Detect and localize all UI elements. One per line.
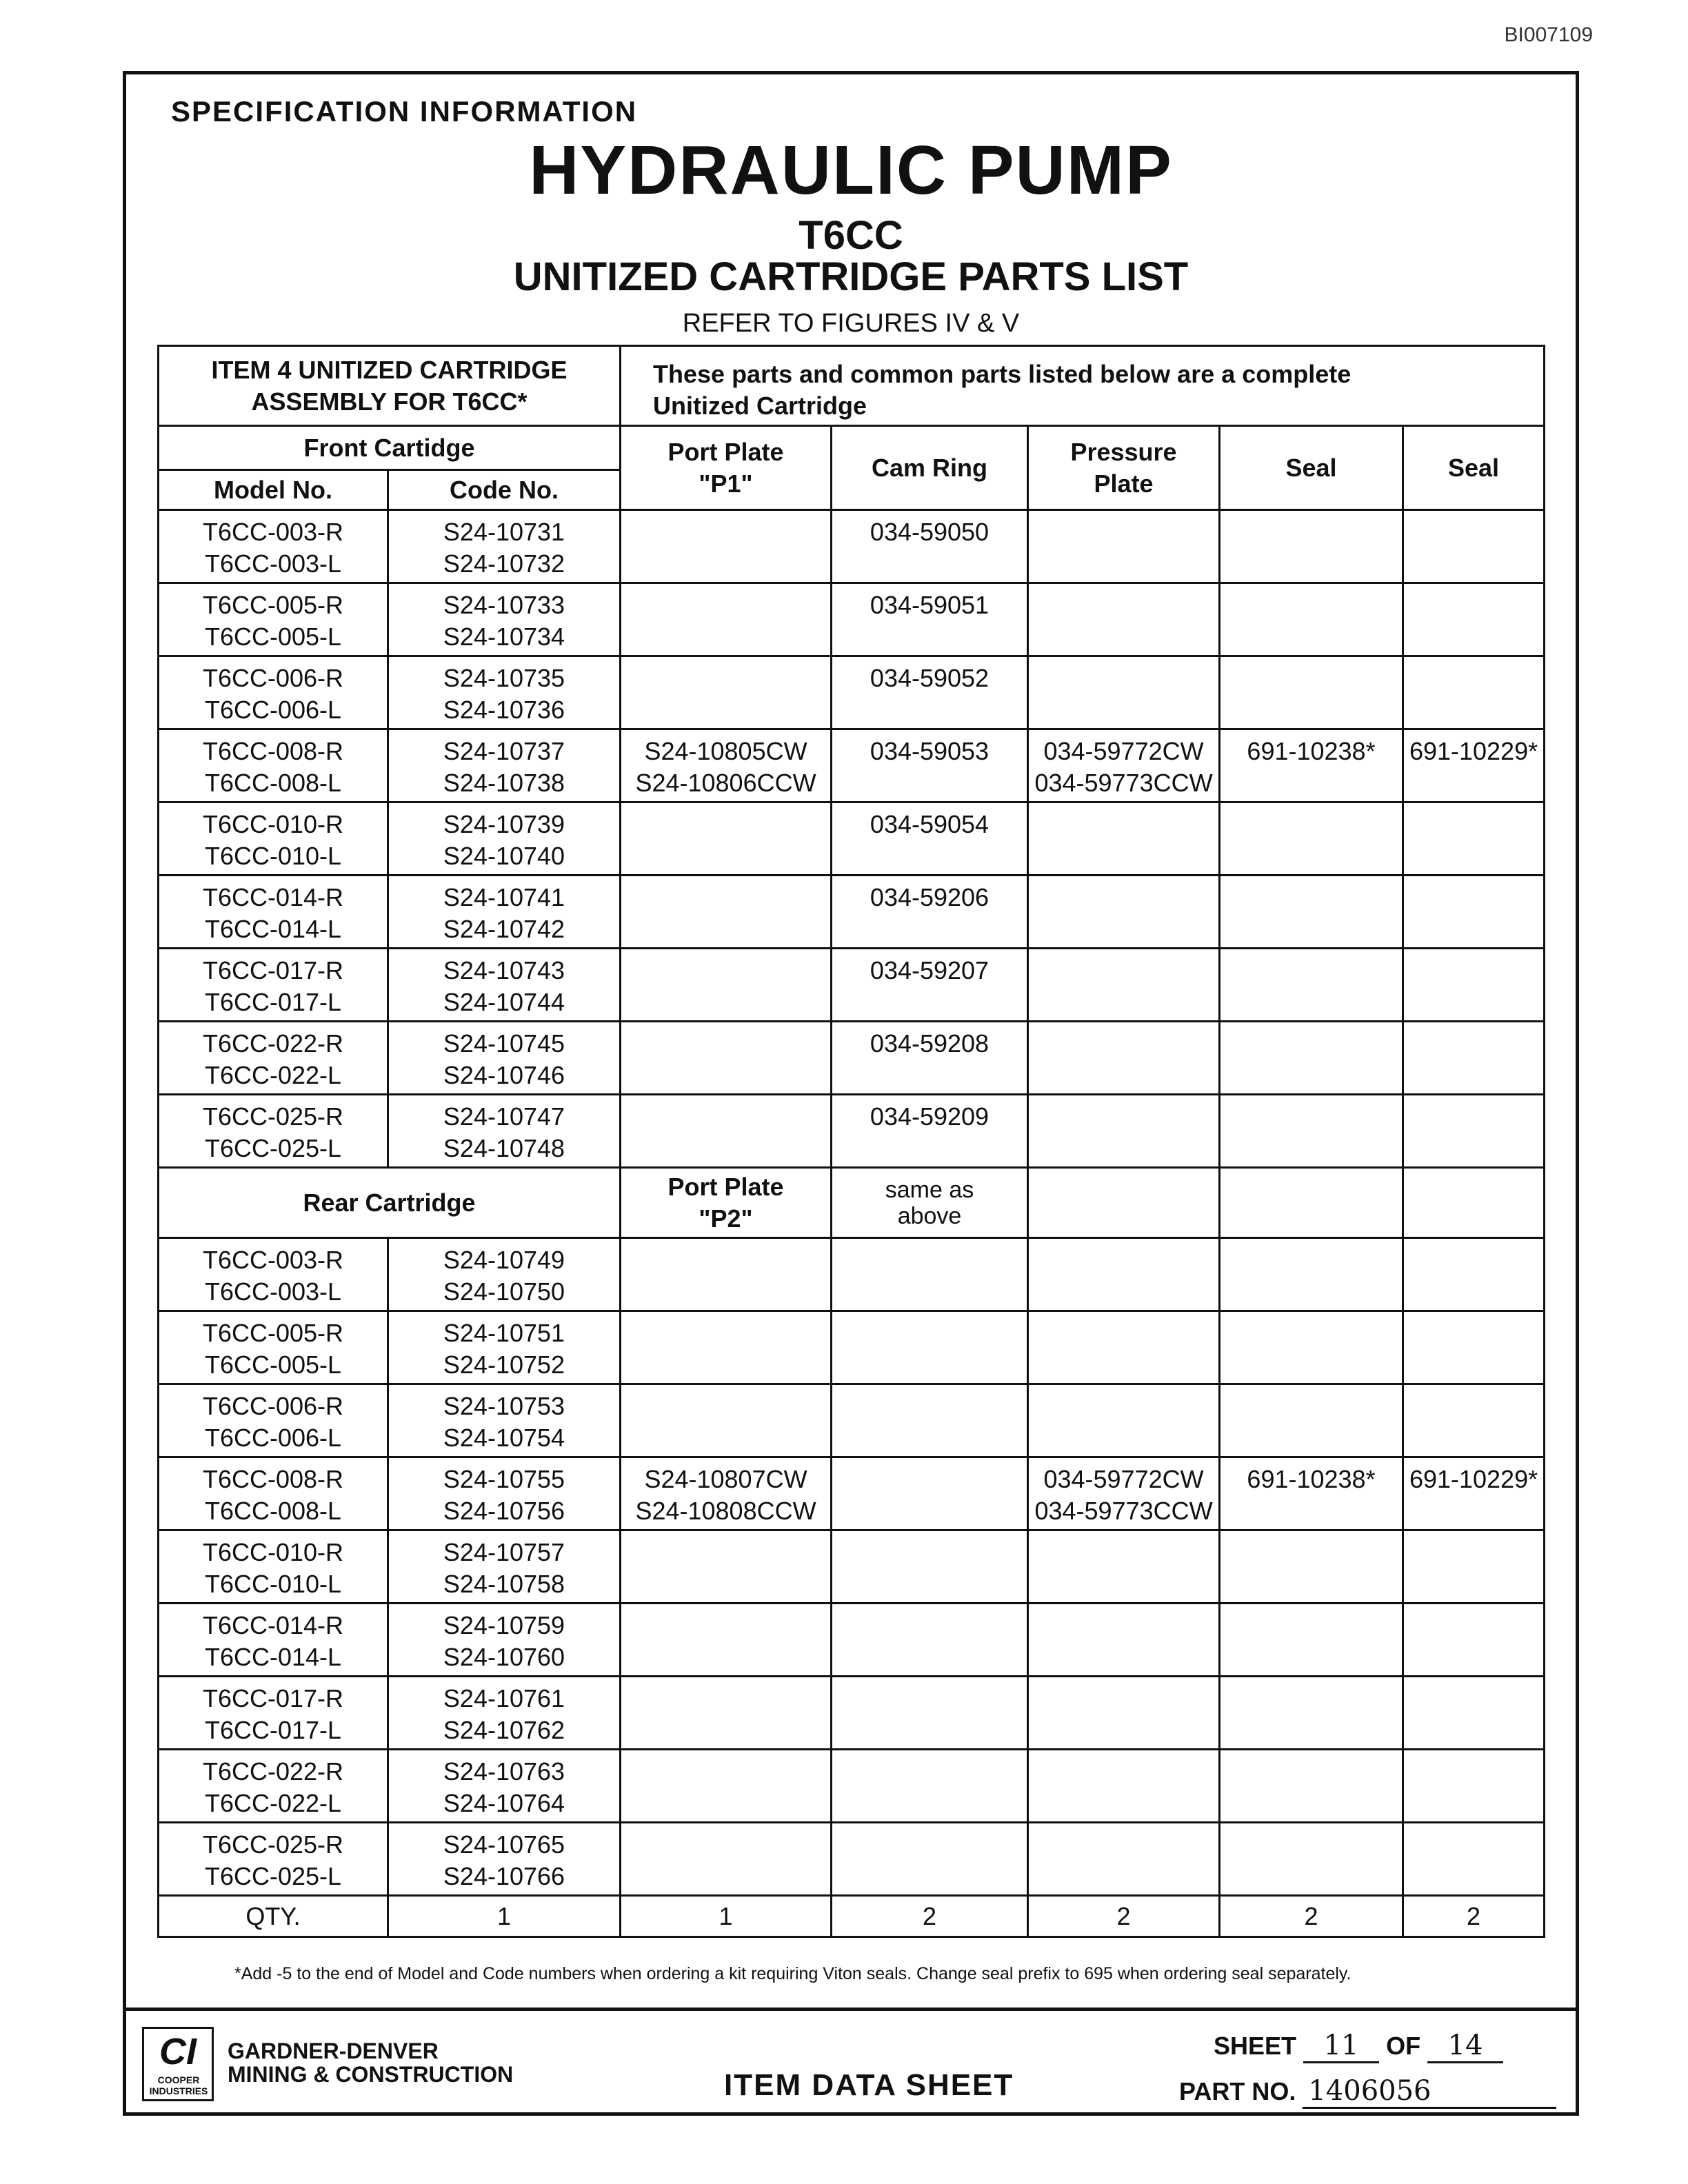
seal-cell-2	[1403, 656, 1545, 729]
model-no-cell-line2: T6CC-006-L	[204, 1424, 342, 1452]
table-row	[159, 729, 1545, 802]
seal-cell-1	[1220, 1604, 1403, 1677]
seal-cell-1: 691-10238*	[1220, 729, 1403, 802]
seal-header-2: Seal	[1403, 426, 1545, 510]
code-no-cell-line2: S24-10736	[443, 696, 565, 724]
model-no-cell-line1: T6CC-008-R	[202, 1465, 344, 1493]
model-no-cell	[159, 1384, 388, 1457]
qty-value: 2	[1028, 1896, 1220, 1937]
cam-ring-cell: 034-59052	[832, 656, 1028, 729]
code-no-cell	[388, 1457, 621, 1530]
pressure-plate-cell	[1028, 949, 1220, 1022]
port-plate-cell	[621, 802, 832, 876]
code-no-cell	[388, 1384, 621, 1457]
model-no-cell-line1: T6CC-017-R	[202, 956, 344, 984]
same-as-line2: above	[897, 1202, 962, 1229]
model-no-cell	[159, 1022, 388, 1095]
cam-ring-cell: 034-59053	[832, 729, 1028, 802]
qty-value: 2	[832, 1896, 1028, 1937]
model-no-cell-line1: T6CC-025-R	[202, 1102, 344, 1131]
rear-port-plate-line1: Port Plate	[667, 1172, 784, 1201]
seal-cell-2	[1403, 1604, 1545, 1677]
model-no-cell-line2: T6CC-008-L	[204, 1497, 342, 1525]
table-row	[159, 1604, 1545, 1677]
code-no-cell-line2: S24-10754	[443, 1424, 565, 1452]
code-no-cell	[388, 802, 621, 876]
item-header-cell	[159, 346, 621, 426]
model-no-cell-line1: T6CC-003-R	[202, 1246, 344, 1274]
qty-value: 2	[1403, 1896, 1545, 1937]
seal-cell-1	[1220, 1095, 1403, 1168]
qty-value: 1	[621, 1896, 832, 1937]
pressure-plate-cell-line2: 034-59773CCW	[1034, 769, 1213, 797]
pressure-plate-cell	[1028, 1095, 1220, 1168]
seal-cell-1	[1220, 1750, 1403, 1823]
model-no-cell-line1: T6CC-010-R	[202, 1538, 344, 1566]
seal-cell-1	[1220, 1530, 1403, 1604]
code-no-cell-line2: S24-10746	[443, 1061, 565, 1089]
item-data-sheet-label: ITEM DATA SHEET	[724, 2068, 1014, 2102]
seal-cell-2	[1403, 1750, 1545, 1823]
model-no-cell-line2: T6CC-025-L	[204, 1862, 342, 1890]
seal-cell-1	[1220, 656, 1403, 729]
code-no-cell-line2: S24-10740	[443, 842, 565, 870]
of-label: OF	[1386, 2032, 1421, 2060]
cam-ring-cell	[832, 1823, 1028, 1896]
model-no-cell-line2: T6CC-003-L	[204, 1277, 342, 1306]
rear-port-plate-header	[621, 1168, 832, 1238]
code-no-cell-line1: S24-10735	[443, 664, 565, 692]
footer-divider	[123, 2008, 1579, 2011]
front-cartridge-label: Front Cartidge	[159, 426, 621, 470]
port-plate-cell	[621, 1457, 832, 1530]
item-header-line1: ITEM 4 UNITIZED CARTRIDGE	[211, 355, 567, 384]
pressure-plate-cell	[1028, 729, 1220, 802]
model-no-cell	[159, 1311, 388, 1384]
model-no-cell-line1: T6CC-025-R	[202, 1830, 344, 1859]
code-no-header: Code No.	[388, 470, 621, 510]
code-no-cell	[388, 1604, 621, 1677]
code-no-cell	[388, 876, 621, 949]
code-no-cell	[388, 1311, 621, 1384]
seal-cell-1	[1220, 1823, 1403, 1896]
model-no-cell-line1: T6CC-010-R	[202, 810, 344, 838]
port-plate-cell	[621, 1311, 832, 1384]
model-no-cell-line2: T6CC-010-L	[204, 1570, 342, 1598]
code-no-cell	[388, 949, 621, 1022]
code-no-cell-line2: S24-10734	[443, 623, 565, 651]
model-no-cell-line2: T6CC-005-L	[204, 623, 342, 651]
spec-label: SPECIFICATION INFORMATION	[171, 95, 638, 128]
table-row	[159, 1311, 1545, 1384]
code-no-cell-line2: S24-10742	[443, 915, 565, 943]
code-no-cell-line1: S24-10759	[443, 1611, 565, 1639]
part-number: 1406056	[1303, 2075, 1556, 2109]
pressure-plate-cell	[1028, 510, 1220, 583]
seal-cell-1	[1220, 949, 1403, 1022]
table-row	[159, 1095, 1545, 1168]
code-no-cell	[388, 1022, 621, 1095]
qty-value: 2	[1220, 1896, 1403, 1937]
code-no-cell-line2: S24-10752	[443, 1351, 565, 1379]
cam-ring-cell: 034-59207	[832, 949, 1028, 1022]
seal-cell-2	[1403, 1238, 1545, 1311]
port-plate-cell	[621, 583, 832, 656]
logo-text: COOPER INDUSTRIES	[149, 2074, 208, 2096]
seal-cell-2: 691-10229*	[1403, 729, 1545, 802]
model-no-cell-line1: T6CC-014-R	[202, 883, 344, 911]
model-no-cell-line1: T6CC-008-R	[202, 737, 344, 765]
cam-ring-cell: 034-59051	[832, 583, 1028, 656]
part-number-line	[1179, 2075, 1556, 2109]
code-no-cell-line2: S24-10738	[443, 769, 565, 797]
port-plate-cell	[621, 1022, 832, 1095]
model-no-cell	[159, 802, 388, 876]
pressure-plate-cell-line1: 034-59772CW	[1043, 1465, 1204, 1493]
seal-cell-1	[1220, 583, 1403, 656]
footnote: *Add -5 to the end of Model and Code numbers when ordering a kit requiring Viton seals. Change seal prefix to 695 when ordering seal separately.	[234, 1964, 1352, 1983]
model-no-cell	[159, 1823, 388, 1896]
model-no-cell	[159, 876, 388, 949]
pressure-plate-header-line1: Pressure	[1070, 437, 1177, 466]
seal-cell-2	[1403, 1823, 1545, 1896]
seal-cell-1	[1220, 1022, 1403, 1095]
model-no-cell	[159, 656, 388, 729]
model-no-cell-line1: T6CC-017-R	[202, 1684, 344, 1712]
model-no-cell-line2: T6CC-014-L	[204, 1643, 342, 1671]
model-no-header: Model No.	[159, 470, 388, 510]
cam-ring-cell	[832, 1238, 1028, 1311]
code-no-cell-line1: S24-10763	[443, 1757, 565, 1786]
code-no-cell-line2: S24-10744	[443, 988, 565, 1016]
port-plate-header-line2: "P1"	[699, 469, 753, 498]
port-plate-cell-line2: S24-10806CCW	[635, 769, 816, 797]
cam-ring-header: Cam Ring	[832, 426, 1028, 510]
seal-header-1: Seal	[1220, 426, 1403, 510]
code-no-cell	[388, 1823, 621, 1896]
table-row	[159, 1677, 1545, 1750]
qty-value: 1	[388, 1896, 621, 1937]
seal-cell-2	[1403, 1677, 1545, 1750]
code-no-cell	[388, 1750, 621, 1823]
qty-label: QTY.	[159, 1896, 388, 1937]
code-no-cell-line2: S24-10756	[443, 1497, 565, 1525]
code-no-cell	[388, 583, 621, 656]
port-plate-cell	[621, 1384, 832, 1457]
model-no-cell-line2: T6CC-025-L	[204, 1134, 342, 1162]
model-no-cell-line1: T6CC-003-R	[202, 518, 344, 546]
company-line1: GARDNER-DENVER	[228, 2039, 439, 2063]
cam-ring-cell: 034-59206	[832, 876, 1028, 949]
code-no-cell-line1: S24-10757	[443, 1538, 565, 1566]
model-no-cell-line2: T6CC-022-L	[204, 1061, 342, 1089]
model-no-cell	[159, 583, 388, 656]
model-subtitle: T6CC	[798, 213, 903, 258]
model-no-cell	[159, 1238, 388, 1311]
seal-cell-2	[1403, 1530, 1545, 1604]
code-no-cell	[388, 1095, 621, 1168]
model-no-cell	[159, 949, 388, 1022]
pressure-plate-cell-line1: 034-59772CW	[1043, 737, 1204, 765]
table-row	[159, 656, 1545, 729]
pressure-plate-cell	[1028, 1604, 1220, 1677]
model-no-cell	[159, 1457, 388, 1530]
qty-row	[159, 1896, 1545, 1937]
code-no-cell-line1: S24-10743	[443, 956, 565, 984]
code-no-cell-line1: S24-10747	[443, 1102, 565, 1131]
table-header-row	[159, 346, 1545, 426]
company-line2: MINING & CONSTRUCTION	[228, 2062, 514, 2087]
port-plate-cell	[621, 949, 832, 1022]
seal-cell-2: 691-10229*	[1403, 1457, 1545, 1530]
code-no-cell	[388, 656, 621, 729]
seal-cell-2	[1403, 583, 1545, 656]
code-no-cell-line1: S24-10749	[443, 1246, 565, 1274]
pressure-plate-cell	[1028, 1750, 1220, 1823]
pressure-plate-cell	[1028, 1823, 1220, 1896]
code-no-cell	[388, 1677, 621, 1750]
rear-cartridge-label: Rear Cartridge	[159, 1168, 621, 1238]
cam-ring-cell	[832, 1311, 1028, 1384]
seal-cell-1	[1220, 876, 1403, 949]
company-name	[228, 2039, 513, 2086]
seal-cell-2	[1403, 510, 1545, 583]
cam-ring-cell: 034-59209	[832, 1095, 1028, 1168]
seal-cell-2	[1403, 802, 1545, 876]
cam-ring-cell	[832, 1750, 1028, 1823]
seal-cell-2	[1403, 876, 1545, 949]
empty-cell	[1220, 1168, 1403, 1238]
rear-port-plate-line2: "P2"	[699, 1204, 753, 1233]
description-cell	[621, 346, 1545, 426]
model-no-cell-line2: T6CC-017-L	[204, 988, 342, 1016]
parts-table	[157, 345, 1545, 1938]
code-no-cell-line1: S24-10731	[443, 518, 565, 546]
seal-cell-1: 691-10238*	[1220, 1457, 1403, 1530]
description-line1: These parts and common parts listed below are a complete	[653, 359, 1352, 388]
port-plate-cell	[621, 1604, 832, 1677]
pressure-plate-cell	[1028, 802, 1220, 876]
table-row	[159, 583, 1545, 656]
sheet-label: SHEET	[1214, 2032, 1297, 2060]
model-no-cell	[159, 729, 388, 802]
seal-cell-1	[1220, 1384, 1403, 1457]
code-no-cell-line1: S24-10761	[443, 1684, 565, 1712]
seal-cell-1	[1220, 510, 1403, 583]
model-no-cell-line1: T6CC-005-R	[202, 1319, 344, 1347]
port-plate-cell	[621, 1750, 832, 1823]
table-row	[159, 510, 1545, 583]
code-no-cell-line2: S24-10766	[443, 1862, 565, 1890]
code-no-cell-line2: S24-10762	[443, 1716, 565, 1744]
part-no-label: PART NO.	[1179, 2077, 1296, 2105]
logo-mark: CI	[159, 2031, 197, 2072]
port-plate-cell	[621, 1677, 832, 1750]
parts-list-subtitle: UNITIZED CARTRIDGE PARTS LIST	[513, 254, 1189, 299]
code-no-cell-line2: S24-10758	[443, 1570, 565, 1598]
cam-ring-cell	[832, 1604, 1028, 1677]
seal-cell-2	[1403, 949, 1545, 1022]
pressure-plate-header-line2: Plate	[1094, 469, 1154, 498]
model-no-cell-line1: T6CC-022-R	[202, 1029, 344, 1058]
model-no-cell-line2: T6CC-008-L	[204, 769, 342, 797]
table-row	[159, 1457, 1545, 1530]
table-row	[159, 949, 1545, 1022]
pressure-plate-cell	[1028, 656, 1220, 729]
cam-ring-cell: 034-59208	[832, 1022, 1028, 1095]
cooper-logo	[142, 2027, 214, 2101]
code-no-cell-line1: S24-10753	[443, 1392, 565, 1420]
model-no-cell-line2: T6CC-003-L	[204, 549, 342, 578]
model-no-cell	[159, 1530, 388, 1604]
seal-cell-1	[1220, 1677, 1403, 1750]
seal-cell-1	[1220, 802, 1403, 876]
pressure-plate-cell	[1028, 1530, 1220, 1604]
code-no-cell-line1: S24-10751	[443, 1319, 565, 1347]
rear-header-row	[159, 1168, 1545, 1238]
model-no-cell-line1: T6CC-005-R	[202, 591, 344, 619]
code-no-cell	[388, 1238, 621, 1311]
port-plate-cell	[621, 876, 832, 949]
table-row	[159, 1384, 1545, 1457]
column-header-row	[159, 426, 1545, 470]
pressure-plate-cell	[1028, 1384, 1220, 1457]
sheet-number-line	[1214, 2030, 1503, 2063]
empty-cell	[1403, 1168, 1545, 1238]
model-no-cell	[159, 510, 388, 583]
port-plate-cell	[621, 729, 832, 802]
same-as-above-cell	[832, 1168, 1028, 1238]
port-plate-cell-line1: S24-10805CW	[644, 737, 807, 765]
pressure-plate-cell	[1028, 1311, 1220, 1384]
code-no-cell-line1: S24-10733	[443, 591, 565, 619]
model-no-cell-line2: T6CC-022-L	[204, 1789, 342, 1817]
model-no-cell	[159, 1750, 388, 1823]
item-header-line2: ASSEMBLY FOR T6CC*	[251, 387, 528, 416]
port-plate-cell	[621, 1095, 832, 1168]
model-no-cell-line1: T6CC-006-R	[202, 664, 344, 692]
model-no-cell-line2: T6CC-010-L	[204, 842, 342, 870]
table-row	[159, 1238, 1545, 1311]
code-no-cell-line2: S24-10750	[443, 1277, 565, 1306]
pressure-plate-cell	[1028, 1238, 1220, 1311]
pressure-plate-cell	[1028, 1457, 1220, 1530]
sheet-number: 11	[1303, 2030, 1379, 2063]
table-row	[159, 1022, 1545, 1095]
description-line2: Unitized Cartridge	[653, 391, 867, 420]
model-no-cell	[159, 1095, 388, 1168]
code-no-cell-line1: S24-10737	[443, 737, 565, 765]
model-no-cell-line2: T6CC-005-L	[204, 1351, 342, 1379]
code-no-cell-line1: S24-10745	[443, 1029, 565, 1058]
port-plate-header-line1: Port Plate	[667, 437, 784, 466]
cam-ring-cell	[832, 1677, 1028, 1750]
document-id: BI007109	[1504, 23, 1593, 46]
port-plate-cell	[621, 1238, 832, 1311]
code-no-cell-line2: S24-10748	[443, 1134, 565, 1162]
code-no-cell-line1: S24-10741	[443, 883, 565, 911]
figures-reference: REFER TO FIGURES IV & V	[682, 309, 1020, 338]
model-no-cell-line1: T6CC-022-R	[202, 1757, 344, 1786]
pressure-plate-header	[1028, 426, 1220, 510]
code-no-cell	[388, 510, 621, 583]
cam-ring-cell	[832, 1384, 1028, 1457]
table-row	[159, 876, 1545, 949]
total-sheets: 14	[1427, 2030, 1503, 2063]
table-row	[159, 1530, 1545, 1604]
port-plate-cell	[621, 656, 832, 729]
code-no-cell-line2: S24-10732	[443, 549, 565, 578]
port-plate-cell	[621, 1823, 832, 1896]
port-plate-header	[621, 426, 832, 510]
model-no-cell	[159, 1604, 388, 1677]
page-title: HYDRAULIC PUMP	[529, 132, 1173, 209]
code-no-cell	[388, 1530, 621, 1604]
port-plate-cell	[621, 1530, 832, 1604]
seal-cell-2	[1403, 1022, 1545, 1095]
port-plate-cell-line1: S24-10807CW	[644, 1465, 807, 1493]
code-no-cell-line1: S24-10739	[443, 810, 565, 838]
port-plate-cell	[621, 510, 832, 583]
cam-ring-cell	[832, 1457, 1028, 1530]
model-no-cell-line2: T6CC-006-L	[204, 696, 342, 724]
pressure-plate-cell	[1028, 876, 1220, 949]
model-no-cell-line1: T6CC-006-R	[202, 1392, 344, 1420]
port-plate-cell-line2: S24-10808CCW	[635, 1497, 816, 1525]
pressure-plate-cell	[1028, 1022, 1220, 1095]
cam-ring-cell	[832, 1530, 1028, 1604]
code-no-cell-line1: S24-10765	[443, 1830, 565, 1859]
model-no-cell	[159, 1677, 388, 1750]
code-no-cell-line1: S24-10755	[443, 1465, 565, 1493]
pressure-plate-cell-line2: 034-59773CCW	[1034, 1497, 1213, 1525]
table-row	[159, 1823, 1545, 1896]
seal-cell-2	[1403, 1095, 1545, 1168]
same-as-line1: same as	[885, 1176, 974, 1203]
model-no-cell-line2: T6CC-017-L	[204, 1716, 342, 1744]
table-row	[159, 1750, 1545, 1823]
cam-ring-cell: 034-59050	[832, 510, 1028, 583]
seal-cell-1	[1220, 1238, 1403, 1311]
cam-ring-cell: 034-59054	[832, 802, 1028, 876]
pressure-plate-cell	[1028, 583, 1220, 656]
pressure-plate-cell	[1028, 1677, 1220, 1750]
code-no-cell-line2: S24-10764	[443, 1789, 565, 1817]
table-row	[159, 802, 1545, 876]
seal-cell-2	[1403, 1311, 1545, 1384]
seal-cell-1	[1220, 1311, 1403, 1384]
empty-cell	[1028, 1168, 1220, 1238]
model-no-cell-line2: T6CC-014-L	[204, 915, 342, 943]
code-no-cell-line2: S24-10760	[443, 1643, 565, 1671]
seal-cell-2	[1403, 1384, 1545, 1457]
model-no-cell-line1: T6CC-014-R	[202, 1611, 344, 1639]
code-no-cell	[388, 729, 621, 802]
